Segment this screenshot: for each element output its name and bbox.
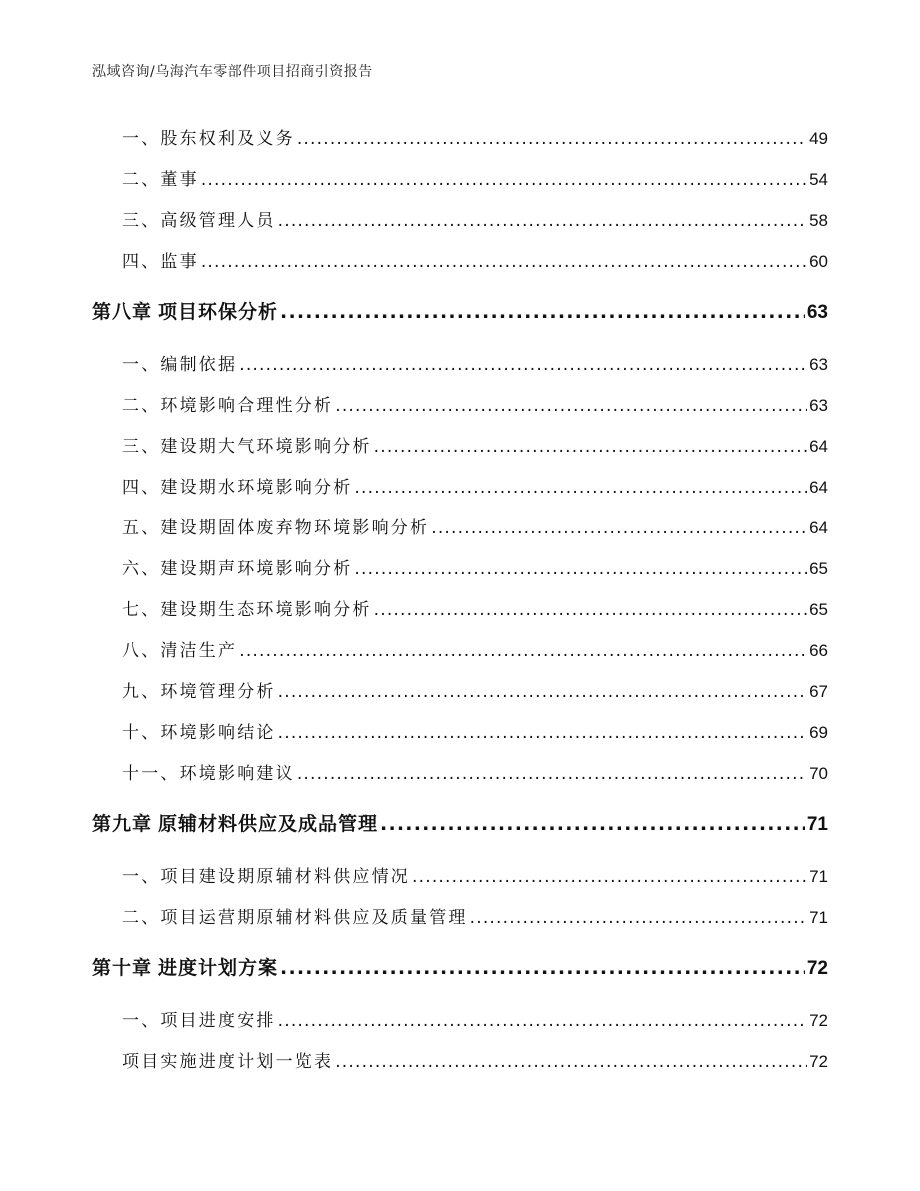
- toc-dot-leader: [278, 682, 807, 702]
- toc-entry-title: 项目建设期原辅材料供应情况: [160, 867, 411, 887]
- running-header: 泓域咨询/乌海汽车零部件项目招商引资报告: [92, 64, 373, 80]
- toc-chapter-title: 进度计划方案: [158, 957, 279, 979]
- toc-chapter-page: 71: [806, 814, 828, 835]
- toc-entry-number: 四、: [122, 478, 161, 498]
- toc-entry[interactable]: [122, 677, 828, 702]
- toc-chapter-title: 原辅材料供应及成品管理: [158, 813, 379, 835]
- toc-entry-page: 65: [809, 600, 828, 619]
- toc-entry[interactable]: [122, 718, 828, 743]
- toc-entry-number: 二、: [122, 170, 161, 190]
- toc-chapter-title: 项目环保分析: [158, 301, 279, 323]
- toc-entry-page: 58: [809, 211, 828, 230]
- toc-dot-leader: [335, 1052, 807, 1072]
- toc-entry[interactable]: [122, 350, 828, 375]
- toc-entry-page: 64: [809, 478, 828, 497]
- toc-entry-page: 72: [809, 1011, 828, 1030]
- toc-dot-leader: [297, 764, 807, 784]
- toc-chapter-page: 72: [806, 958, 828, 979]
- toc-entry-title: 项目进度安排: [160, 1011, 276, 1031]
- toc-entry[interactable]: [122, 473, 828, 498]
- toc-entry[interactable]: [122, 165, 828, 190]
- toc-entry-title: 编制依据: [160, 355, 238, 375]
- toc-dot-leader: [470, 908, 807, 928]
- toc-chapter-number: 第八章: [92, 301, 153, 323]
- toc-entry-number: 一、: [122, 1011, 161, 1031]
- toc-entry-title: 股东权利及义务: [160, 129, 295, 149]
- toc-entry[interactable]: [122, 1006, 828, 1031]
- toc-entry-title: 清洁生产: [160, 641, 238, 661]
- toc-entry[interactable]: [122, 554, 828, 579]
- toc-entry-number: 一、: [122, 129, 161, 149]
- toc-entry-page: 72: [809, 1052, 828, 1071]
- toc-entry-page: 71: [809, 908, 828, 927]
- toc-entry[interactable]: [122, 1047, 828, 1072]
- toc-dot-leader: [431, 518, 807, 538]
- toc-entry[interactable]: [122, 247, 828, 272]
- toc-entry[interactable]: [122, 206, 828, 231]
- toc-chapter-entry[interactable]: [92, 297, 828, 324]
- toc-dot-leader: [278, 1011, 807, 1031]
- toc-chapter-number: 第九章: [92, 813, 153, 835]
- toc-entry[interactable]: [122, 903, 828, 928]
- toc-entry-title: 建设期水环境影响分析: [160, 478, 353, 498]
- toc-dot-leader: [374, 437, 807, 457]
- toc-entry-number: 一、: [122, 355, 161, 375]
- toc-entry-page: 66: [809, 641, 828, 660]
- toc-entry-page: 60: [809, 252, 828, 271]
- toc-entry-number: 五、: [122, 518, 161, 538]
- toc-entry-title: 建设期大气环境影响分析: [160, 437, 372, 457]
- toc-chapter-entry[interactable]: [92, 953, 828, 980]
- toc-dot-leader: [278, 211, 807, 231]
- toc-entry-title: 环境影响结论: [160, 723, 276, 743]
- toc-chapter-page: 63: [806, 302, 828, 323]
- toc-entry-title: 建设期声环境影响分析: [160, 559, 353, 579]
- toc-chapter-entry[interactable]: [92, 809, 828, 836]
- toc-entry-page: 49: [809, 129, 828, 148]
- toc-entry[interactable]: [122, 391, 828, 416]
- toc-entry-number: 七、: [122, 600, 161, 620]
- toc-entry-title: 项目运营期原辅材料供应及质量管理: [160, 908, 468, 928]
- toc-dot-leader: [297, 129, 807, 149]
- toc-entry[interactable]: [122, 432, 828, 457]
- toc-dot-leader: [278, 723, 807, 743]
- toc-dot-leader: [335, 396, 807, 416]
- toc-entry-title: 董事: [160, 170, 199, 190]
- toc-entry-number: 三、: [122, 437, 161, 457]
- toc-entry-title: 环境影响合理性分析: [160, 396, 334, 416]
- toc-entry-number: 一、: [122, 867, 161, 887]
- toc-dot-leader: [280, 957, 805, 979]
- toc-entry-title: 建设期生态环境影响分析: [160, 600, 372, 620]
- toc-entry-page: 64: [809, 437, 828, 456]
- toc-entry-title: 建设期固体废弃物环境影响分析: [160, 518, 430, 538]
- toc-dot-leader: [412, 867, 807, 887]
- toc-dot-leader: [239, 641, 807, 661]
- toc-entry[interactable]: [122, 636, 828, 661]
- toc-entry-page: 65: [809, 559, 828, 578]
- toc-entry-number: 八、: [122, 641, 161, 661]
- toc-entry-number: 二、: [122, 908, 161, 928]
- toc-entry-number: 十一、: [122, 764, 180, 784]
- toc-entry-title: 环境影响建议: [179, 764, 295, 784]
- toc-entry[interactable]: [122, 513, 828, 538]
- toc-entry-number: 三、: [122, 211, 161, 231]
- toc-dot-leader: [280, 301, 805, 323]
- toc-entry-title: 高级管理人员: [160, 211, 276, 231]
- toc-entry[interactable]: [122, 759, 828, 784]
- toc-entry-number: 四、: [122, 252, 161, 272]
- toc-dot-leader: [380, 813, 805, 835]
- toc-entry[interactable]: [122, 595, 828, 620]
- toc-entry-page: 69: [809, 723, 828, 742]
- toc-entry-page: 64: [809, 518, 828, 537]
- toc-entry-title: 监事: [160, 252, 199, 272]
- toc-entry-page: 67: [809, 682, 828, 701]
- toc-dot-leader: [201, 252, 807, 272]
- toc-dot-leader: [201, 170, 807, 190]
- toc-entry-number: 十、: [122, 723, 161, 743]
- toc-entry-number: 六、: [122, 559, 161, 579]
- toc-entry-title: 环境管理分析: [160, 682, 276, 702]
- toc-entry-page: 70: [809, 764, 828, 783]
- toc-entry-page: 63: [809, 355, 828, 374]
- toc-entry-number: 九、: [122, 682, 161, 702]
- toc-dot-leader: [354, 478, 807, 498]
- toc-entry[interactable]: [122, 862, 828, 887]
- toc-entry[interactable]: [122, 124, 828, 149]
- toc-dot-leader: [374, 600, 807, 620]
- toc-entry-page: 71: [809, 867, 828, 886]
- toc-entry-number: 二、: [122, 396, 161, 416]
- toc-entry-page: 63: [809, 396, 828, 415]
- toc-dot-leader: [354, 559, 807, 579]
- toc-entry-title: 项目实施进度计划一览表: [122, 1052, 334, 1072]
- toc-dot-leader: [239, 355, 807, 375]
- toc-entry-page: 54: [809, 170, 828, 189]
- toc-chapter-number: 第十章: [92, 957, 153, 979]
